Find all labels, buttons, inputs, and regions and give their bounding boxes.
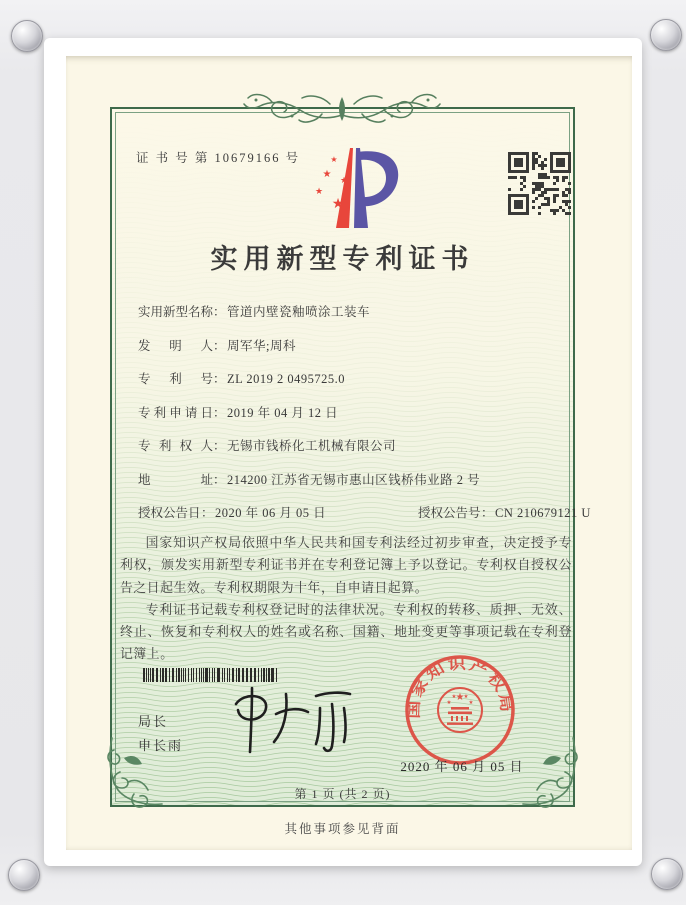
field-colon: ： — [213, 338, 226, 353]
seal-date: 2020 年 06 月 05 日 — [400, 759, 524, 774]
field-row-name — [138, 302, 570, 322]
legal-paragraph-1: 国家知识产权局依照中华人民共和国专利法经过初步审查，决定授予专利权，颁发实用新型专利证书并在专利登记簿上予以登记。专利权自授权公告之日起生效。专利权期限为十年，自申请日起算。 — [120, 536, 572, 595]
seal-star-icon: ★ — [446, 700, 452, 706]
cnipa-logo-icon — [292, 140, 412, 236]
page-number: 第 1 页 (共 2 页) — [294, 787, 391, 801]
back-note: 其他事项参见背面 — [284, 822, 401, 836]
field-label: 授权公告日 — [138, 506, 201, 520]
legal-text — [120, 532, 572, 666]
certificate-fields — [138, 302, 591, 537]
field-label: 授权公告号 — [418, 506, 481, 520]
certificate-number: 证 书 号 第 10679166 号 — [136, 151, 301, 165]
field-row-patent-number — [138, 369, 570, 389]
logo-star-icon: ★ — [339, 175, 349, 185]
grant-number-pair — [418, 503, 591, 521]
field-value: 管道内壁瓷釉喷涂工装车 — [227, 305, 371, 319]
seal-text: 国家知识产权局 — [406, 656, 514, 719]
logo-star-icon: ★ — [330, 155, 338, 164]
field-value: 周军华;周科 — [227, 338, 296, 353]
corner-screw-top-left — [11, 20, 43, 52]
seal-emblem-gate — [447, 707, 473, 725]
field-label: 专利号 — [138, 372, 213, 386]
field-value: CN 210679121 U — [495, 506, 591, 520]
corner-screw-top-right — [650, 19, 682, 51]
barcode-icon — [143, 668, 279, 682]
field-colon: ： — [481, 506, 494, 520]
field-colon: ： — [201, 506, 214, 520]
director-signature-icon — [224, 682, 359, 756]
field-value: 2020 年 06 月 05 日 — [215, 506, 327, 520]
seal-star-icon: ★ — [451, 694, 457, 700]
corner-screw-bottom-left — [8, 859, 40, 891]
field-value: 无锡市钱桥化工机械有限公司 — [227, 439, 397, 453]
certificate-paper — [66, 56, 632, 850]
grant-date-pair — [138, 506, 326, 520]
field-colon: ： — [213, 305, 226, 319]
logo-star-icon: ★ — [331, 197, 345, 212]
field-value: ZL 2019 2 0495725.0 — [227, 372, 346, 386]
certificate-title: 实用新型专利证书 — [210, 244, 475, 274]
seal-star-icon: ★ — [463, 694, 469, 700]
field-colon: ： — [213, 405, 226, 420]
field-colon: ： — [213, 472, 226, 487]
field-row-patentee — [138, 436, 570, 456]
field-label: 专利申请日 — [138, 405, 213, 420]
qr-code-icon — [508, 152, 571, 215]
field-label: 实用新型名称 — [138, 305, 214, 319]
field-label: 专利权人 — [138, 439, 213, 453]
field-value: 214200 江苏省无锡市惠山区钱桥伟业路 2 号 — [227, 472, 481, 487]
corner-screw-bottom-right — [651, 858, 683, 890]
field-label: 地址 — [138, 472, 213, 487]
logo-star-icon: ★ — [314, 186, 324, 196]
field-label: 发明人 — [138, 338, 213, 353]
top-flourish-ornament-icon — [242, 89, 442, 127]
director-title: 局长 — [138, 714, 169, 729]
seal-star-icon: ★ — [468, 700, 474, 706]
legal-paragraph-2: 专利证书记载专利权登记时的法律状况。专利权的转移、质押、无效、终止、恢复和专利权人的姓名或名称、国籍、地址变更等事项记载在专利登记簿上。 — [120, 602, 572, 662]
field-row-grant — [138, 503, 591, 523]
field-row-inventor — [138, 336, 570, 356]
logo-star-icon: ★ — [322, 169, 332, 180]
seal-star-icon: ★ — [455, 692, 465, 703]
field-row-filing-date — [138, 403, 570, 423]
field-value: 2019 年 04 月 12 日 — [227, 405, 339, 420]
field-colon: ： — [213, 439, 226, 453]
field-colon: ： — [213, 372, 226, 386]
certificate-sheet — [44, 38, 642, 866]
director-name: 申长雨 — [138, 738, 184, 753]
field-row-address — [138, 470, 570, 490]
